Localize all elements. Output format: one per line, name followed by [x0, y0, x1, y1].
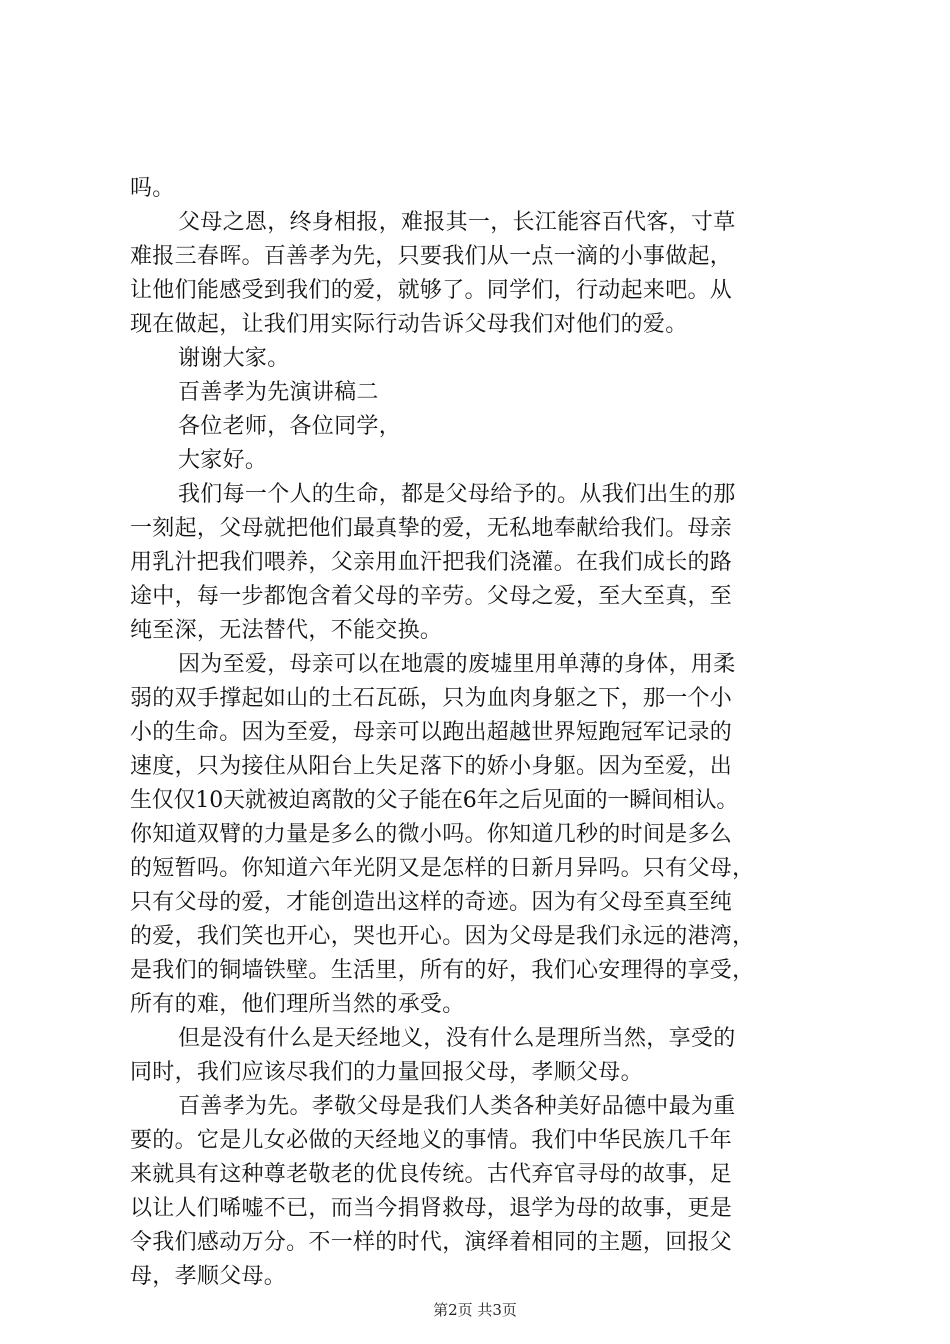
text-line: 只有父母的爱，才能创造出这样的奇迹。因为有父母至真至纯	[130, 890, 733, 915]
text-line: 纯至深，无法替代，不能交换。	[130, 618, 443, 643]
text-line: 你知道双臂的力量是多么的微小吗。你知道几秒的时间是多么	[130, 822, 733, 847]
text-line: 难报三春晖。百善孝为先，只要我们从一点一滴的小事做起，	[130, 244, 733, 269]
text-line: 百善孝为先。孝敬父母是我们人类各种美好品德中最为重	[178, 1094, 736, 1119]
text-line: 母，孝顺父母。	[130, 1264, 287, 1289]
text-line: 来就具有这种尊老敬老的优良传统。古代弃官寻母的故事，足	[130, 1162, 733, 1187]
text-line: 一刻起，父母就把他们最真挚的爱，无私地奉献给我们。母亲	[130, 516, 733, 541]
text-line: 弱的双手撑起如山的土石瓦砾，只为血肉身躯之下，那一个小	[130, 686, 733, 711]
text-line: 的短暂吗。你知道六年光阴又是怎样的日新月异吗。只有父母，	[130, 856, 755, 881]
text-line: 同时，我们应该尽我们的力量回报父母，孝顺父母。	[130, 1060, 643, 1085]
text-line: 所有的难，他们理所当然的承受。	[130, 992, 465, 1017]
page-footer: 第2页 共3页	[433, 1301, 517, 1319]
text-line: 的爱，我们笑也开心，哭也开心。因为父母是我们永远的港湾，	[130, 924, 755, 949]
text-line: 以让人们唏嘘不已，而当今捐肾救母，退学为母的故事，更是	[130, 1196, 733, 1221]
text-line: 是我们的铜墙铁壁。生活里，所有的好，我们心安理得的享受，	[130, 958, 755, 983]
section-heading: 百善孝为先演讲稿二	[178, 380, 379, 405]
text-line: 但是没有什么是天经地义，没有什么是理所当然，享受的	[178, 1026, 736, 1051]
text-line: 大家好。	[178, 448, 268, 473]
text-line: 各位老师，各位同学，	[178, 414, 402, 439]
text-line: 用乳汁把我们喂养，父亲用血汗把我们浇灌。在我们成长的路	[130, 550, 733, 575]
text-line: 我们每一个人的生命，都是父母给予的。从我们出生的那	[178, 482, 736, 507]
text-line: 父母之恩，终身相报，难报其一，长江能容百代客，寸草	[178, 210, 736, 235]
text-line: 因为至爱，母亲可以在地震的废墟里用单薄的身体，用柔	[178, 652, 736, 677]
text-line: 速度，只为接住从阳台上失足落下的娇小身躯。因为至爱，出	[130, 754, 733, 779]
text-line: 要的。它是儿女必做的天经地义的事情。我们中华民族几千年	[130, 1128, 733, 1153]
text-line: 令我们感动万分。不一样的时代，演绎着相同的主题，回报父	[130, 1230, 733, 1255]
text-line: 途中，每一步都饱含着父母的辛劳。父母之爱，至大至真，至	[130, 584, 733, 609]
text-line: 生仅仅10天就被迫离散的父子能在6年之后见面的一瞬间相认。	[130, 788, 739, 813]
text-line: 现在做起，让我们用实际行动告诉父母我们对他们的爱。	[130, 312, 688, 337]
text-line: 吗。	[130, 176, 175, 201]
text-line: 小的生命。因为至爱，母亲可以跑出超越世界短跑冠军记录的	[130, 720, 733, 745]
text-line: 让他们能感受到我们的爱，就够了。同学们，行动起来吧。从	[130, 278, 733, 303]
text-line: 谢谢大家。	[178, 346, 290, 371]
